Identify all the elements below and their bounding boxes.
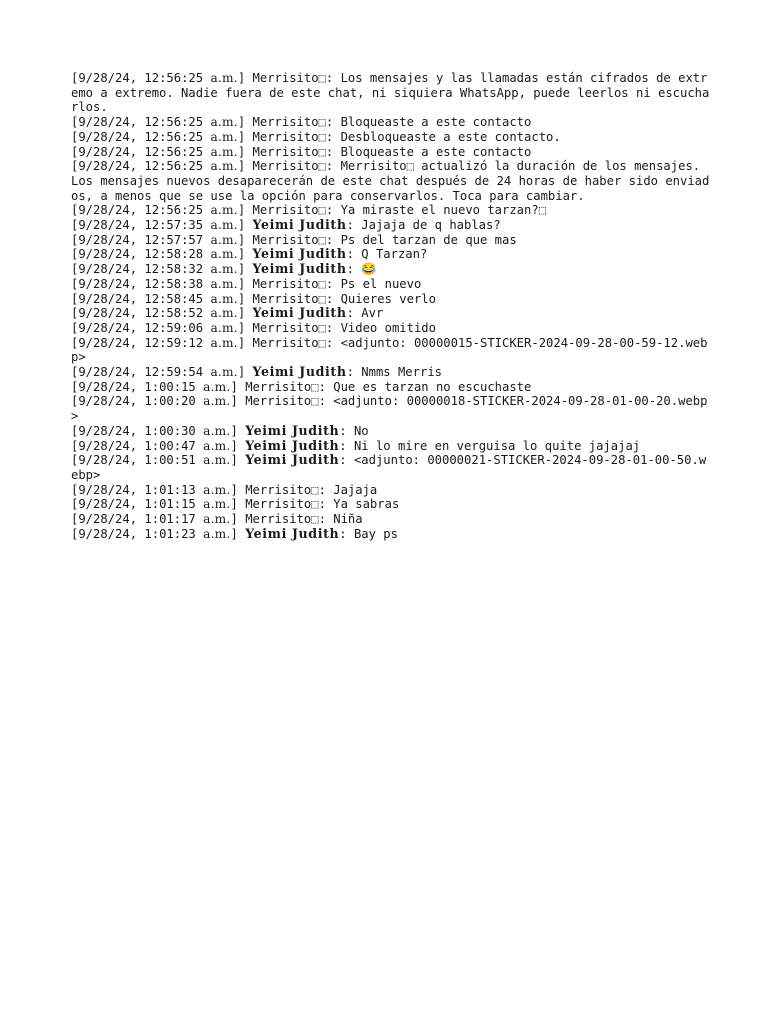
message-time: 12:59:06: [144, 320, 204, 335]
message-date-time: 9/28/24: [78, 262, 130, 277]
message-ampm: a.m.: [210, 291, 238, 306]
message-line: [9/28/24, 12:56:25 a.m.] Merrisito⬚: Desbloqueaste a este contacto.: [71, 129, 561, 144]
message-text: Bloqueaste a este contacto: [340, 115, 532, 130]
message-sender: Yeimi Judith: [252, 305, 347, 321]
message-sender: Merrisito⬚: [252, 115, 326, 130]
message-timestamp: [9/28/24, 12:59:12 a.m.]: [71, 335, 253, 350]
message-line: [9/28/24, 1:01:13 a.m.] Merrisito⬚: Jajaja: [71, 482, 378, 497]
message-timestamp: [9/28/24, 1:00:51 a.m.]: [71, 453, 246, 468]
message-time: 12:56:25: [144, 159, 204, 174]
message-date-time: 9/28/24: [78, 394, 130, 409]
message-time: 12:59:54: [144, 365, 204, 380]
message-text: No: [353, 423, 369, 438]
message-sender: Merrisito⬚: [252, 159, 326, 174]
message-ampm: a.m.: [203, 482, 231, 497]
message-ampm: a.m.: [203, 453, 231, 468]
message-time: 1:01:17: [144, 512, 196, 527]
message-time: 1:01:13: [144, 482, 196, 497]
message-date-time: 9/28/24: [78, 497, 130, 512]
message-ampm: a.m.: [210, 262, 238, 277]
message-text: <adjunto: 00000018-STICKER-2024-09-28-01-00-20.webp>: [71, 394, 708, 424]
message-timestamp: [9/28/24, 12:56:25 a.m.]: [71, 129, 253, 144]
message-line: [9/28/24, 1:00:15 a.m.] Merrisito⬚: Que es tarzan no escuchaste: [71, 379, 532, 394]
message-sender: Merrisito⬚: [245, 394, 319, 409]
message-date-time: 9/28/24: [78, 71, 130, 85]
message-time: 12:59:12: [144, 335, 204, 350]
message-timestamp: [9/28/24, 12:58:52 a.m.]: [71, 306, 253, 321]
message-text: Bay ps: [353, 526, 398, 541]
message-text: <adjunto: 00000021-STICKER-2024-09-28-01-00-50.webp>: [71, 453, 707, 482]
message-time: 1:00:15: [144, 379, 196, 394]
message-ampm: a.m.: [210, 232, 238, 247]
message-ampm: a.m.: [203, 526, 231, 541]
message-time: 1:00:20: [144, 394, 196, 409]
message-date-time: 9/28/24: [78, 512, 130, 527]
message-date-time: 9/28/24: [78, 203, 130, 218]
message-time: 12:56:25: [144, 129, 204, 144]
message-ampm: a.m.: [203, 497, 231, 512]
message-date-time: 9/28/24: [78, 144, 130, 159]
message-text: Desbloqueaste a este contacto.: [340, 129, 561, 144]
message-timestamp: [9/28/24, 12:58:38 a.m.]: [71, 276, 253, 291]
message-line: [9/28/24, 12:58:32 a.m.] Yeimi Judith: 😂: [71, 261, 377, 277]
message-line: [9/28/24, 1:01:23 a.m.] Yeimi Judith: Bay ps: [71, 525, 398, 541]
message-date-time: 9/28/24: [78, 247, 130, 262]
message-sender: Merrisito⬚: [252, 144, 326, 159]
message-text: Merrisito⬚ actualizó la duración de los mensajes. Los mensajes nuevos desaparecerán de este chat después de 24 horas de haber sido enviados, a menos que se use la opción para conservarlos. Toca para cambiar.: [71, 159, 710, 203]
message-date-time: 9/28/24: [78, 365, 130, 380]
message-sender: Merrisito⬚: [245, 379, 319, 394]
message-text: Video omitido: [340, 320, 436, 335]
message-ampm: a.m.: [210, 115, 238, 130]
message-timestamp: [9/28/24, 12:56:25 a.m.]: [71, 144, 253, 159]
message-timestamp: [9/28/24, 12:56:25 a.m.]: [71, 203, 253, 218]
message-text: Nmms Merris: [361, 365, 442, 380]
message-text: Ya sabras: [333, 497, 400, 512]
message-date-time: 9/28/24: [78, 320, 130, 335]
message-sender: Merrisito⬚: [252, 129, 326, 144]
message-line: [9/28/24, 1:01:15 a.m.] Merrisito⬚: Ya sabras: [71, 497, 400, 512]
message-sender: Merrisito⬚: [252, 320, 326, 335]
message-line: [9/28/24, 12:58:45 a.m.] Merrisito⬚: Quieres verlo: [71, 291, 436, 306]
message-text: Ya miraste el nuevo tarzan?⬚: [340, 203, 547, 218]
message-ampm: a.m.: [210, 320, 238, 335]
message-timestamp: [9/28/24, 12:56:25 a.m.]: [71, 115, 253, 130]
message-time: 12:58:52: [144, 306, 204, 321]
message-text: 😂: [361, 262, 377, 277]
message-line: [9/28/24, 12:56:25 a.m.] Merrisito⬚: Bloqueaste a este contacto: [71, 144, 532, 159]
message-line: [9/28/24, 1:00:47 a.m.] Yeimi Judith: Ni lo mire en verguisa lo quite jajajaj: [71, 437, 641, 453]
message-ampm: a.m.: [203, 394, 231, 409]
message-time: 12:56:25: [144, 203, 204, 218]
message-line: [9/28/24, 12:59:12 a.m.] Merrisito⬚: <adjunto: 00000015-STICKER-2024-09-28-00-59-12.webp>: [71, 335, 708, 365]
message-text: <adjunto: 00000015-STICKER-2024-09-28-00-59-12.webp>: [71, 335, 708, 365]
message-time: 12:58:28: [144, 247, 204, 262]
message-timestamp: [9/28/24, 1:00:47 a.m.]: [71, 438, 246, 453]
message-date-time: 9/28/24: [78, 115, 130, 130]
message-list: [71, 71, 711, 542]
message-time: 12:58:38: [144, 276, 204, 291]
message-text: Niña: [333, 512, 363, 527]
message-timestamp: [9/28/24, 1:01:13 a.m.]: [71, 482, 246, 497]
message-line: [9/28/24, 12:58:28 a.m.] Yeimi Judith: Q Tarzan?: [71, 246, 428, 262]
message-date-time: 9/28/24: [78, 129, 130, 144]
message-time: 12:58:45: [144, 291, 204, 306]
message-line: [9/28/24, 1:00:51 a.m.] Yeimi Judith: <adjunto: 00000021-STICKER-2024-09-28-01-00-50.webp>: [71, 452, 707, 482]
message-sender: Merrisito⬚: [252, 276, 326, 291]
message-time: 12:58:32: [144, 262, 204, 277]
message-time: 12:56:25: [144, 71, 204, 85]
message-timestamp: [9/28/24, 1:01:23 a.m.]: [71, 526, 246, 541]
message-timestamp: [9/28/24, 12:58:45 a.m.]: [71, 291, 253, 306]
message-time: 1:01:23: [144, 526, 196, 541]
message-ampm: a.m.: [210, 335, 238, 350]
message-sender: Yeimi Judith: [245, 437, 340, 453]
message-line: [9/28/24, 12:57:35 a.m.] Yeimi Judith: Jajaja de q hablas?: [71, 217, 501, 233]
message-date-time: 9/28/24: [78, 306, 130, 321]
message-sender: Yeimi Judith: [245, 422, 340, 438]
message-text: Jajaja: [333, 482, 378, 497]
message-line: [9/28/24, 12:56:25 a.m.] Merrisito⬚: Bloqueaste a este contacto: [71, 115, 532, 130]
message-ampm: a.m.: [210, 129, 238, 144]
message-line: [9/28/24, 12:58:38 a.m.] Merrisito⬚: Ps el nuevo: [71, 276, 422, 291]
message-date-time: 9/28/24: [78, 423, 130, 438]
message-date-time: 9/28/24: [78, 218, 130, 233]
message-date-time: 9/28/24: [78, 232, 130, 247]
message-ampm: a.m.: [210, 306, 238, 321]
message-date-time: 9/28/24: [78, 291, 130, 306]
message-text: Los mensajes y las llamadas están cifrados de extremo a extremo. Nadie fuera de este chat, ni siquiera WhatsApp, puede leerlos ni escucharlos.: [71, 71, 710, 115]
message-date-time: 9/28/24: [78, 159, 130, 174]
message-timestamp: [9/28/24, 12:58:32 a.m.]: [71, 262, 253, 277]
message-date-time: 9/28/24: [78, 379, 130, 394]
message-ampm: a.m.: [210, 203, 238, 218]
message-ampm: a.m.: [210, 159, 238, 174]
message-line: [9/28/24, 1:00:30 a.m.] Yeimi Judith: No: [71, 422, 369, 438]
message-line: [9/28/24, 12:56:25 a.m.] Merrisito⬚: Merrisito⬚ actualizó la duración de los mensajes. Los mensajes nuevos desaparecerán de este chat después de 24 horas de haber sido enviados, a menos que se use la opción para conservarlos. Toca para cambiar.: [71, 159, 710, 203]
message-ampm: a.m.: [210, 365, 238, 380]
message-time: 1:00:30: [144, 423, 196, 438]
chat-transcript: [71, 71, 711, 542]
message-line: [9/28/24, 1:01:17 a.m.] Merrisito⬚: Niña: [71, 512, 363, 527]
message-sender: Yeimi Judith: [252, 364, 347, 380]
message-date-time: 9/28/24: [78, 276, 130, 291]
message-time: 1:00:51: [144, 453, 196, 468]
message-timestamp: [9/28/24, 12:58:28 a.m.]: [71, 247, 253, 262]
message-timestamp: [9/28/24, 12:56:25 a.m.]: [71, 159, 253, 174]
message-sender: Merrisito⬚: [245, 512, 319, 527]
message-text: Ps el nuevo: [340, 276, 422, 291]
message-sender: Merrisito⬚: [245, 497, 319, 512]
message-sender: Merrisito⬚: [252, 232, 326, 247]
message-line: [9/28/24, 12:58:52 a.m.] Yeimi Judith: Avr: [71, 305, 384, 321]
message-sender: Merrisito⬚: [252, 71, 326, 85]
message-ampm: a.m.: [210, 71, 238, 85]
message-text: Bloqueaste a este contacto: [340, 144, 532, 159]
message-date-time: 9/28/24: [78, 438, 130, 453]
message-line: [9/28/24, 12:59:06 a.m.] Merrisito⬚: Video omitido: [71, 320, 436, 335]
message-ampm: a.m.: [210, 276, 238, 291]
message-text: Jajaja de q hablas?: [361, 218, 501, 233]
message-date-time: 9/28/24: [78, 453, 130, 468]
message-line: [9/28/24, 1:00:20 a.m.] Merrisito⬚: <adjunto: 00000018-STICKER-2024-09-28-01-00-20.webp>: [71, 394, 708, 424]
message-ampm: a.m.: [210, 144, 238, 159]
message-text: Ni lo mire en verguisa lo quite jajajaj: [353, 438, 641, 453]
message-time: 12:56:25: [144, 144, 204, 159]
message-ampm: a.m.: [203, 423, 231, 438]
message-line: [9/28/24, 12:56:25 a.m.] Merrisito⬚: Ya miraste el nuevo tarzan?⬚: [71, 203, 547, 218]
message-time: 1:01:15: [144, 497, 196, 512]
message-timestamp: [9/28/24, 12:57:35 a.m.]: [71, 218, 253, 233]
message-sender: Yeimi Judith: [245, 525, 340, 541]
message-sender: Merrisito⬚: [245, 482, 319, 497]
message-date-time: 9/28/24: [78, 482, 130, 497]
message-text: Ps del tarzan de que mas: [340, 232, 517, 247]
message-text: Que es tarzan no escuchaste: [333, 379, 532, 394]
message-sender: Yeimi Judith: [252, 246, 347, 262]
message-line: [9/28/24, 12:56:25 a.m.] Merrisito⬚: Los mensajes y las llamadas están cifrados de extremo a extremo. Nadie fuera de este chat, ni siquiera WhatsApp, puede leerlos ni escucharlos.: [71, 71, 710, 115]
message-sender: Merrisito⬚: [252, 335, 326, 350]
message-ampm: a.m.: [203, 379, 231, 394]
message-line: [9/28/24, 12:59:54 a.m.] Yeimi Judith: Nmms Merris: [71, 364, 442, 380]
message-text: Quieres verlo: [340, 291, 436, 306]
message-text: Q Tarzan?: [361, 247, 428, 262]
message-sender: Yeimi Judith: [252, 217, 347, 233]
message-timestamp: [9/28/24, 12:56:25 a.m.]: [71, 71, 253, 85]
message-sender: Merrisito⬚: [252, 203, 326, 218]
message-time: 12:57:35: [144, 218, 204, 233]
message-ampm: a.m.: [203, 512, 231, 527]
message-timestamp: [9/28/24, 1:01:15 a.m.]: [71, 497, 246, 512]
message-timestamp: [9/28/24, 1:01:17 a.m.]: [71, 512, 246, 527]
message-timestamp: [9/28/24, 1:00:30 a.m.]: [71, 423, 246, 438]
message-timestamp: [9/28/24, 12:57:57 a.m.]: [71, 232, 253, 247]
message-timestamp: [9/28/24, 12:59:54 a.m.]: [71, 365, 253, 380]
message-sender: Merrisito⬚: [252, 291, 326, 306]
message-timestamp: [9/28/24, 1:00:20 a.m.]: [71, 394, 246, 409]
message-date-time: 9/28/24: [78, 526, 130, 541]
message-sender: Yeimi Judith: [252, 261, 347, 277]
message-text: Avr: [361, 306, 384, 321]
message-time: 1:00:47: [144, 438, 196, 453]
message-ampm: a.m.: [210, 247, 238, 262]
message-timestamp: [9/28/24, 1:00:15 a.m.]: [71, 379, 246, 394]
message-date-time: 9/28/24: [78, 335, 130, 350]
message-line: [9/28/24, 12:57:57 a.m.] Merrisito⬚: Ps del tarzan de que mas: [71, 232, 517, 247]
message-time: 12:57:57: [144, 232, 204, 247]
message-ampm: a.m.: [210, 218, 238, 233]
message-ampm: a.m.: [203, 438, 231, 453]
message-timestamp: [9/28/24, 12:59:06 a.m.]: [71, 320, 253, 335]
message-time: 12:56:25: [144, 115, 204, 130]
message-sender: Yeimi Judith: [245, 452, 340, 468]
